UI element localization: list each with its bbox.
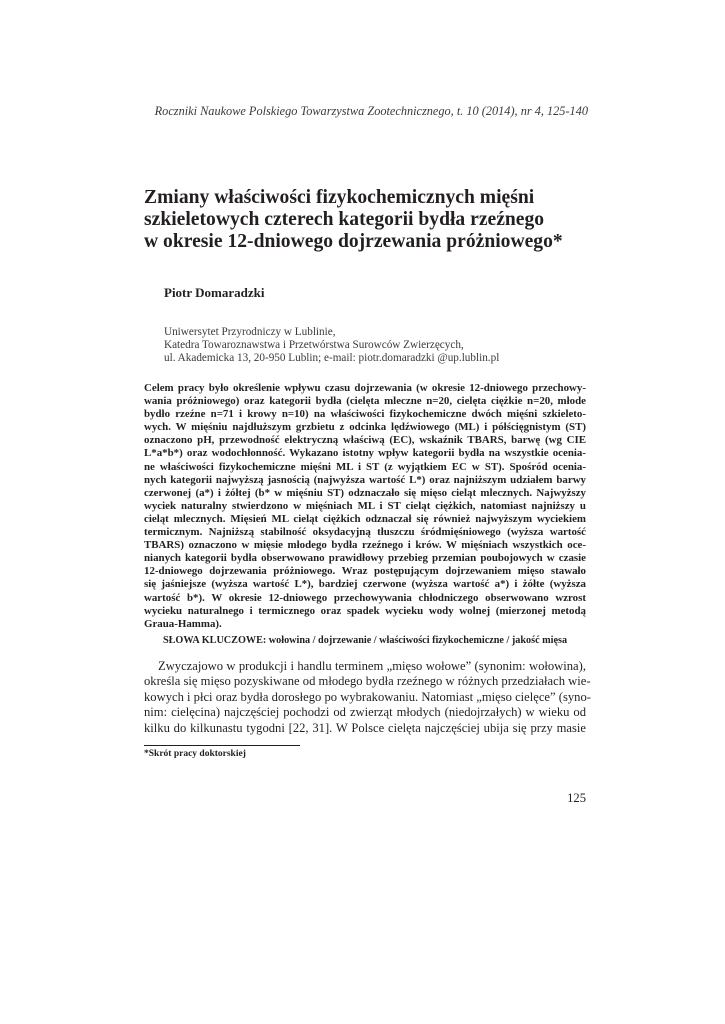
page-number: 125 <box>567 791 586 805</box>
abstract-line: nianych kategorii bydła obserwowano prawidłowy przebieg przemian poubojowych w czasie <box>144 552 586 565</box>
abstract-line: ne właściwości fizykochemiczne mięśni ML i ST (z wyjątkiem EC w ST). Spośród ocenia- <box>144 460 586 473</box>
author-affiliation <box>164 326 499 365</box>
keywords: SŁOWA KLUCZOWE: wołowina / dojrzewanie / właściwości fizykochemiczne / jakość mięsa <box>162 635 568 646</box>
title-line: Zmiany właściwości fizykochemicznych mięśni <box>144 187 535 208</box>
affiliation-line: ul. Akademicka 13, 20-950 Lublin; e-mail: piotr.domaradzki @up.lublin.pl <box>164 352 500 364</box>
abstract <box>144 382 586 631</box>
body-paragraph <box>144 659 591 736</box>
journal-header: Roczniki Naukowe Polskiego Towarzystwa Zootechnicznego, t. 10 (2014), nr 4, 125-140 <box>154 104 588 118</box>
abstract-line: 12-dniowego dojrzewania próżniowego. Wraz postępującym dojrzewaniem mięso stawało <box>144 565 586 578</box>
abstract-line: wycieku naturalnego i termicznego oraz spadek wycieku wody wolnej (mierzonej metodą <box>144 604 586 617</box>
abstract-line: Celem pracy było określenie wpływu czasu dojrzewania (w okresie 12-dniowego przechowy- <box>144 382 586 394</box>
footnote-divider <box>144 745 300 746</box>
affiliation-line: Uniwersytet Przyrodniczy w Lublinie, <box>164 326 336 338</box>
abstract-line: TBARS) oznaczono w mięsie młodego bydła rzeźnego i krów. W mięśniach wszystkich oce- <box>144 539 586 552</box>
abstract-line: oznaczono pH, przewodność elektryczną właściwą (EC), wskaźnik TBARS, barwę (wg CIE <box>144 434 586 447</box>
abstract-line: termicznym. Najniższą stabilność oksydacyjną tłuszczu śródmięśniowego (wyższa wartość <box>144 526 586 539</box>
body-line: Zwyczajowo w produkcji i handlu terminem „mięso wołowe” (synonim: wołowina), <box>158 659 586 673</box>
footnote: *Skrót pracy doktorskiej <box>144 749 246 759</box>
body-line: określa się mięso pozyskiwane od młodego bydła rzeźnego w różnych przedziałach wie- <box>144 674 591 689</box>
affiliation-line: Katedra Towaroznawstwa i Przetwórstwa Surowców Zwierzęcych, <box>164 339 464 351</box>
abstract-line: nych kategorii najwyższą jasnością (najwyższa wartość L*) oraz najniższym udziałem barwy <box>144 473 586 486</box>
body-line: kowych i płci oraz bydła dorosłego po wybrakowaniu. Natomiast „mięso cielęce” (syno- <box>144 689 591 704</box>
article-title <box>144 187 594 253</box>
abstract-line: się jaśniejsze (wyższa wartość L*), bardziej czerwone (wyższa wartość a*) i żółte (wyższa <box>144 578 586 591</box>
abstract-line: wania próżniowego) oraz kategorii bydła (cielęta mleczne n=20, cielęta ciężkie n=20, młode <box>144 395 586 408</box>
abstract-line: Graua-Hamma). <box>144 617 222 630</box>
body-line: nim: cielęcina) najczęściej pochodzi od zwierząt młodych (niedojrzałych) w wieku od <box>144 705 586 720</box>
abstract-line: cieląt mlecznych. Mięsień ML cieląt ciężkich odznaczał się również najwyższym wyciekiem <box>144 512 586 525</box>
abstract-line: wartość b*). W okresie 12-dniowego przechowywania chłodniczego obserwowano wzrost <box>144 591 586 604</box>
abstract-line: bydło rzeźne n=71 i krowy n=10) na właściwości fizykochemiczne dwóch mięśni szkieleto- <box>144 408 586 421</box>
abstract-line: wyciek naturalny stwierdzono w mięśniach ML i ST cieląt ciężkich, natomiast najniższy u <box>144 499 586 512</box>
abstract-line: czerwonej (a*) i żółtej (b* w mięśniu ST) odznaczało się mięso cieląt mlecznych. Najwyższy <box>144 486 586 499</box>
abstract-line: wych. W mięśniu najdłuższym grzbietu z odcinka lędźwiowego (ML) i półścięgnistym (ST) <box>144 421 586 434</box>
author-name: Piotr Domaradzki <box>164 285 265 300</box>
abstract-line: L*a*b*) oraz wodochłonność. Wykazano istotny wpływ kategorii bydła na wszystkie ocenia- <box>144 447 586 460</box>
title-line: szkieletowych czterech kategorii bydła rzeźnego <box>144 209 545 230</box>
title-line: w okresie 12-dniowego dojrzewania próżniowego* <box>144 231 563 252</box>
body-line: kilku do kilkunastu tygodni [22, 31]. W Polsce cielęta najczęściej ubija się przy masie <box>144 720 586 735</box>
